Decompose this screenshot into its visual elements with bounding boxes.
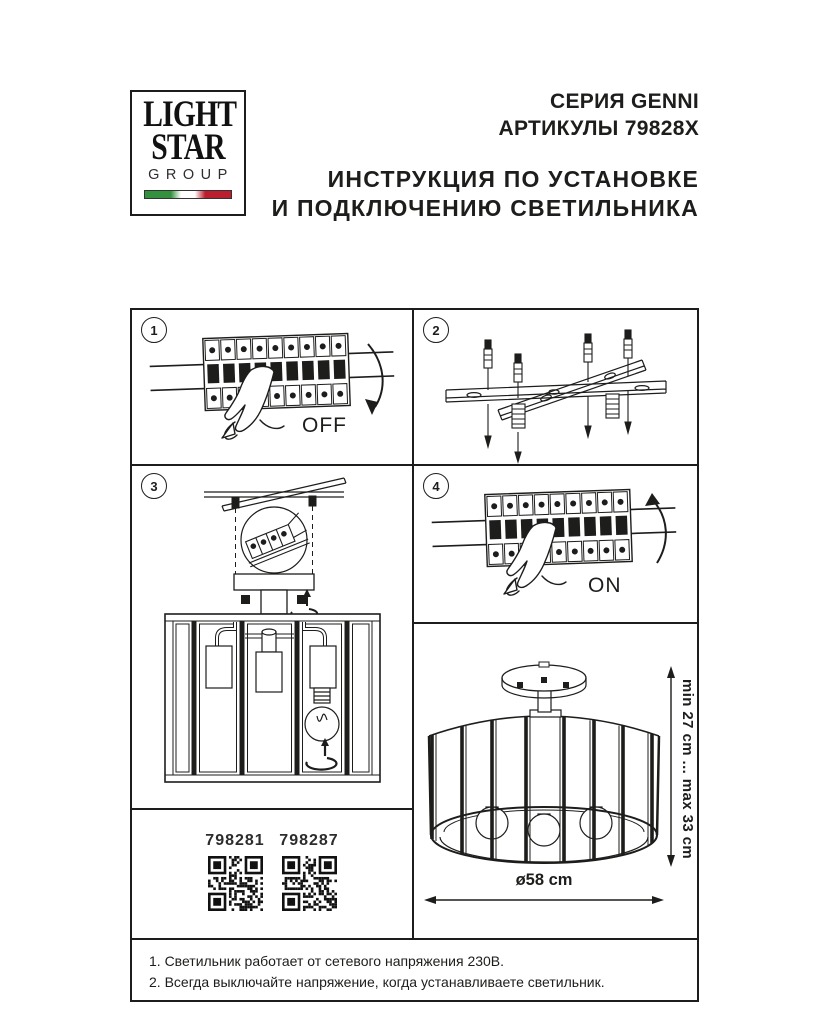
note-line: 1. Светильник работает от сетевого напряжения 230В.: [149, 953, 505, 969]
assembly-diagram: [132, 466, 412, 808]
note-line: 2. Всегда выключайте напряжение, когда устанавливаете светильник.: [149, 974, 605, 990]
lightstar-logo: [130, 90, 246, 216]
instruction-title-line1: ИНСТРУКЦИЯ ПО УСТАНОВКЕ: [327, 166, 699, 192]
steps-grid: [130, 308, 699, 940]
product-codes-panel: [132, 810, 414, 938]
on-label: ON: [588, 574, 622, 597]
mounting-bracket-diagram: [414, 310, 697, 464]
step-number-badge: 3: [141, 473, 167, 499]
height-dimension-label: min 27 cm ... max 33 cm: [679, 678, 696, 860]
step-number-badge: 1: [141, 317, 167, 343]
diameter-dimension-label: ø58 cm: [515, 871, 573, 889]
logo-word-light: LIGHT: [143, 94, 237, 135]
product-798281: [205, 832, 265, 911]
step-panel-2: [414, 310, 697, 466]
logo-flag: [144, 190, 232, 199]
off-label: OFF: [302, 414, 347, 437]
step-panel-1: [132, 310, 414, 466]
step-panel-3: [132, 466, 414, 810]
product-798287: [279, 832, 339, 911]
product-code-label: 798281: [205, 832, 265, 849]
notes-box: [130, 938, 699, 1002]
lamp-dimensions-panel: [414, 624, 697, 938]
instruction-title-line2: И ПОДКЛЮЧЕНИЮ СВЕТИЛЬНИКА: [271, 195, 699, 221]
logo-word-star: STAR: [151, 127, 225, 168]
step-number-badge: 4: [423, 473, 449, 499]
series-title: СЕРИЯ GENNI: [549, 90, 699, 113]
breaker-on-diagram: [414, 466, 697, 622]
qr-code: [208, 856, 263, 911]
articles-title: АРТИКУЛЫ 79828X: [498, 117, 699, 140]
lamp-drawing: [414, 624, 697, 938]
product-code-label: 798287: [279, 832, 339, 849]
qr-code: [282, 856, 337, 911]
header-title-block: [272, 88, 699, 223]
breaker-off-diagram: [132, 310, 412, 464]
step-number-badge: 2: [423, 317, 449, 343]
step-panel-4: [414, 466, 697, 624]
logo-word-group: GROUP: [148, 167, 234, 183]
